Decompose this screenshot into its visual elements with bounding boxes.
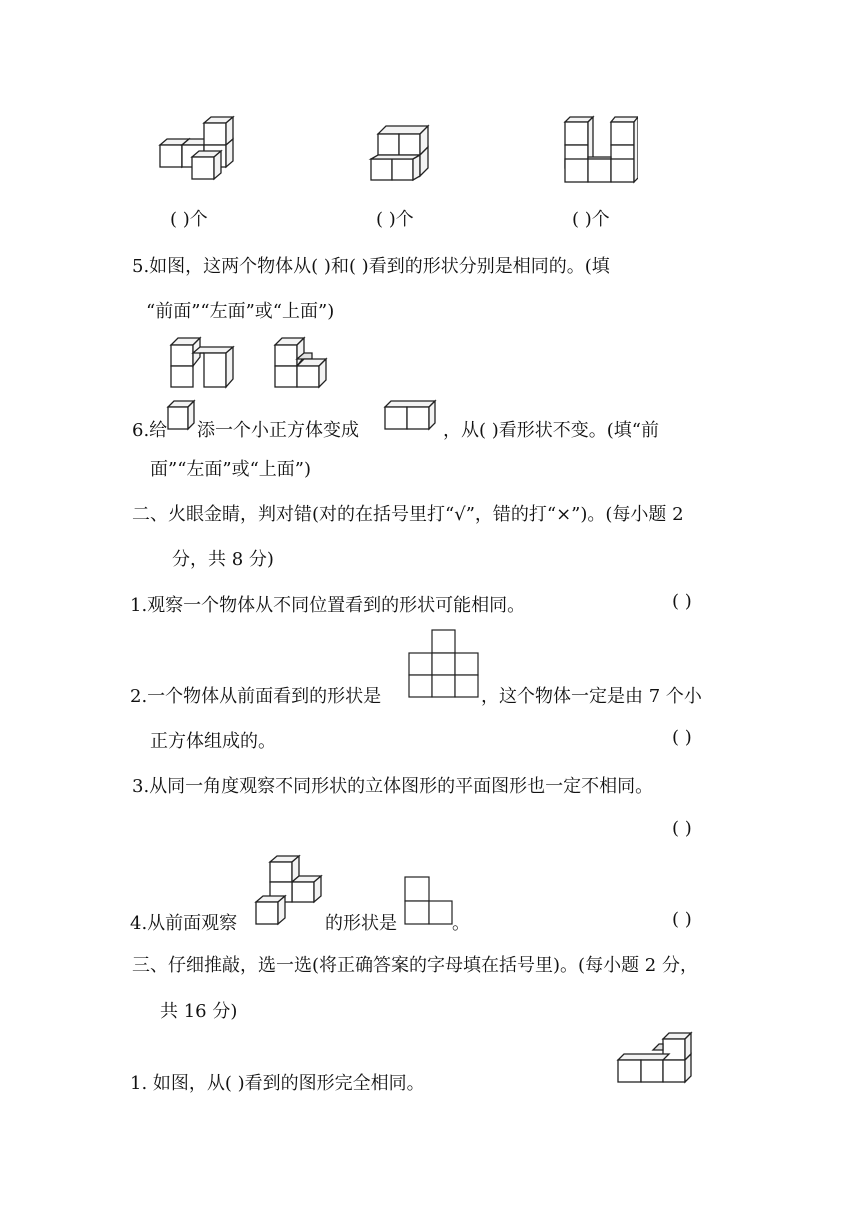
question-6-part-3: ，从( )看形状不变。(填“前 <box>443 420 659 441</box>
q6-single-cube <box>166 398 196 432</box>
judge-item-2-line-2: 正方体组成的。 <box>150 731 276 752</box>
count-blank-1[interactable]: ( )个 <box>170 209 208 230</box>
judge-answer-3[interactable]: ( ) <box>672 818 692 839</box>
question-6-part-1: 6.给 <box>132 420 168 441</box>
section-3-heading-line-1: 三、仔细推敲，选一选(将正确答案的字母填在括号里)。(每小题 2 分， <box>132 955 698 976</box>
cube-figure-3 <box>560 112 638 186</box>
question-5-line-2: “前面”“左面”或“上面”) <box>146 301 335 322</box>
count-blank-2[interactable]: ( )个 <box>376 209 414 230</box>
judge-item-2-part-b: ，这个物体一定是由 7 个小 <box>481 686 702 707</box>
cube-figure-2 <box>368 122 438 186</box>
judge-item-3: 3.从同一角度观察不同形状的立体图形的平面图形也一定不相同。 <box>132 776 654 797</box>
judge-item-1: 1.观察一个物体从不同位置看到的形状可能相同。 <box>130 595 526 616</box>
judge-answer-4[interactable]: ( ) <box>672 909 692 930</box>
q5-object-a <box>168 333 240 391</box>
q6-double-cube <box>383 398 441 432</box>
judge-item-4-part-a: 4.从前面观察 <box>130 913 238 934</box>
judge-answer-2[interactable]: ( ) <box>672 727 692 748</box>
section-2-heading-line-1: 二、火眼金睛，判对错(对的在括号里打“√”，错的打“×”)。(每小题 2 <box>132 504 684 525</box>
count-blank-3[interactable]: ( )个 <box>572 209 610 230</box>
front-view-shape-l <box>404 876 454 926</box>
judge-item-2-part-a: 2.一个物体从前面看到的形状是 <box>130 686 382 707</box>
q5-object-b <box>272 333 334 391</box>
question-6-part-2: 添一个小正方体变成 <box>197 420 359 441</box>
s3-q1-cube-structure <box>615 1030 695 1086</box>
judge-item-4-part-c: 。 <box>452 913 470 934</box>
question-6-line-2: 面”“左面”或“上面”) <box>150 459 312 480</box>
question-5-line-1: 5.如图，这两个物体从( )和( )看到的形状分别是相同的。(填 <box>132 256 610 277</box>
judge-answer-1[interactable]: ( ) <box>672 591 692 612</box>
section-2-heading-line-2: 分，共 8 分) <box>172 549 274 570</box>
judge-item-4-part-b: 的形状是 <box>325 913 397 934</box>
q4-cube-structure <box>253 852 327 928</box>
section-3-heading-line-2: 共 16 分) <box>160 1001 238 1022</box>
cube-figure-1 <box>155 115 235 185</box>
front-view-shape-7-squares <box>408 629 480 699</box>
choice-item-1: 1. 如图，从( )看到的图形完全相同。 <box>130 1073 425 1094</box>
